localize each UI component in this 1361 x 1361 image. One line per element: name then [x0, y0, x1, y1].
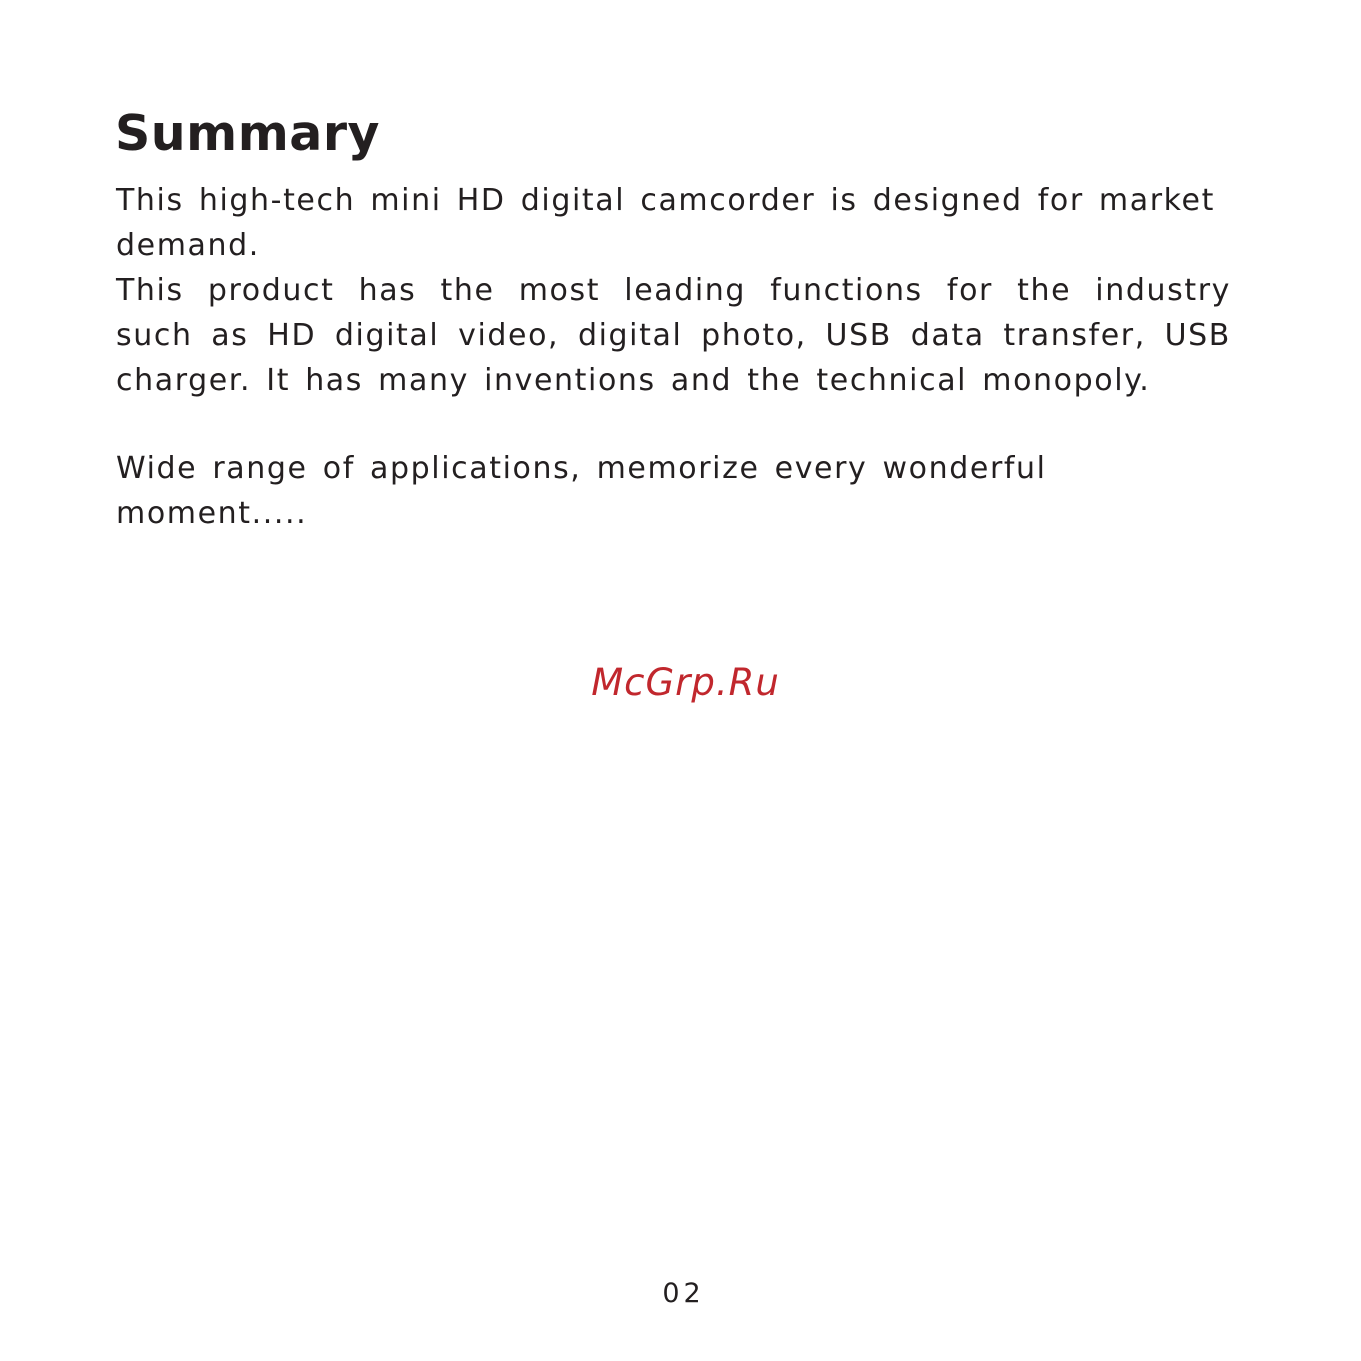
features-paragraph: [116, 268, 1231, 403]
applications-paragraph: [116, 446, 1231, 536]
paragraph-text: This high-tech mini HD digital camcorder is designed for market demand.: [116, 183, 1215, 263]
paragraph-text: Wide range of applications, memorize every wonderful moment.....: [116, 451, 1047, 531]
watermark-link[interactable]: McGrp.Ru: [591, 661, 780, 704]
intro-paragraph: [116, 178, 1231, 268]
paragraph-text: This product has the most leading functions for the industry such as HD digital video, digital photo, USB data transfer, USB charger. It has many inventions and the technical monopoly.: [116, 273, 1231, 398]
page-number: 02: [662, 1278, 705, 1309]
page-title: Summary: [115, 105, 380, 162]
